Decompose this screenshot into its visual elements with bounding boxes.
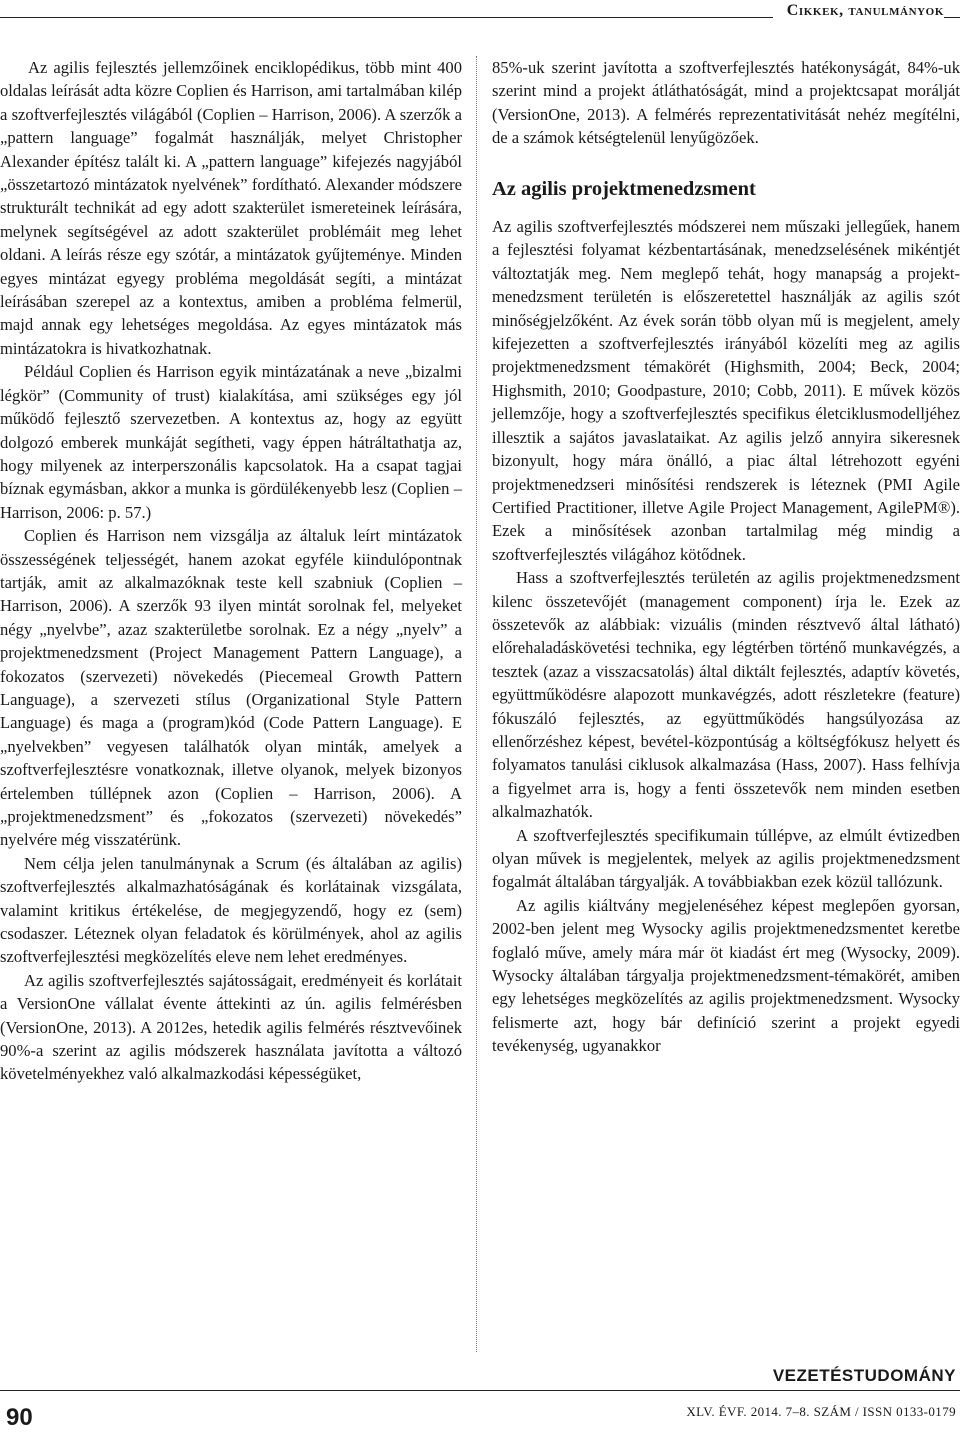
journal-name: VEZETÉSTUDOMÁNY — [772, 1366, 956, 1385]
right-paragraph-3: A szoftverfejlesztés specifikumain túllépve, az elmúlt évtizedben olyan művek is megjelentek, melyek az agilis projektmenedzsment fogalmát általában tárgyalják. A továbbiakban ezek közül tallózunk. — [492, 825, 960, 892]
left-paragraph-3: Coplien és Harrison nem vizsgálja az általuk leírt mintázatok összességének teljességét, hanem azokat egyféle kiindulópontnak tartják, amit az alkalmazóknak teste kell szabniuk (Coplien – Harrison, 2006). A szerzők 93 ilyen mintát sorolnak fel, melyeket négy „nyelvbe”, azaz szakterületbe sorolnak. Ez a négy „nyelv” a projektmenedzsment (Project Management Pattern Language), a fokozatos (szervezeti) növekedés (Piecemeal Growth Pattern Language), a szervezeti stílus (Organizational Style Pattern Language) és maga a (program)kód (Code Pattern Language). E „nyelvekben” vegyesen találhatók olyan minták, amelyek a szoftverfejlesztésre vonatkoznak, illetve olyanok, melyek bizonyos értelemben túllépnek azon (Coplien – Harrison, 2006). A „projektmenedzsment” és „fokozatos (szervezeti) növekedés” nyelvére még visszatérünk. — [0, 526, 462, 850]
left-paragraph-1: Az agilis fejlesztés jellemzőinek enciklopédikus, több mint 400 oldalas leírását adta közre Coplien és Harrison, ami tartalmában kilép a szoftverfejlesztés világából (Coplien – Harrison, 2006). A szerzők a „pattern language” fogalmát használják, melyet Christopher Alexander építész talált ki. A „pattern language” kifejezés nagyjából „összetartozó mintázatok nyelvének” fordítható. Alexander módszere strukturált technikát ad egy adott szakterület ismereteinek leírására, melynek segítségével az adott szakterület problémáit meg lehet oldani. A leírás része egy szótár, a mintázatok gyűjteménye. Minden egyes mintázat egyegy probléma megoldását segíti, a mintázat leírásában szerepel az a kontextus, amiben a probléma felmerül, majd annak egy lehetséges megoldása. Az egyes mintázatok más mintázatokra is hivatkozhatnak. — [0, 58, 462, 358]
right-paragraph-2: Hass a szoftverfejlesztés területén az agilis projektmenedzsment kilenc összetevőjét (management component) írja le. Ezek az összetevők az alábbiak: vizuális (minden résztvevő által látható) előrehaladáskövetési technika, egy légtérben történő munkavégzés, a tesztek (azaz a visszacsatolás) által diktált fejlesztés, adaptív követés, együttműködésre alapozott munkavégzés, adott részletekre (feature) fókuszáló fejlesztés, az együttműködés hangsúlyozása az ellenőrzéshez képest, bevétel-központúság a költségfókusz helyett és folyamatos tanulási ciklusok alkalmazása (Hass, 2007). Hass felhívja a figyelmet arra is, hogy a fenti összetevők nem minden esetben alkalmazhatók. — [492, 568, 960, 822]
journal-issue: XLV. ÉVF. 2014. 7–8. SZÁM / ISSN 0133-0179 — [686, 1404, 956, 1419]
left-paragraph-5: Az agilis szoftverfejlesztés sajátosságait, eredményeit és korlátait a VersionOne vállalat évente áttekinti az ún. agilis felmérésben (VersionOne, 2013). A 2012es, hetedik agilis felmérés résztvevőinek 90%-a szerint az agilis módszerek használata javította a változó követelményekhez való alkalmazkodási képességüket, — [0, 970, 462, 1084]
left-paragraph-4: Nem célja jelen tanulmánynak a Scrum (és általában az agilis) szoftverfejlesztés alkalmazhatóságának és korlátainak vizsgálata, valamint kritikus értékelése, de megjegyzendő, hogy ez (sem) csodaszer. Léteznek olyan feladatok és körülmények, ahol az agilis szoftverfejlesztési megközelítés eleve nem lehet eredményes. — [0, 853, 462, 967]
column-divider — [476, 56, 477, 1352]
left-paragraph-2: Például Coplien és Harrison egyik mintázatának a neve „bizalmi légkör” (Community of trust) kialakítása, ami szükséges egy jól működő fejlesztő szervezetben. A kontextus az, hogy az együtt dolgozó emberek munkáját segítheti, vagy éppen hátráltathatja az, hogy milyenek az interperszonális kapcsolatok. Ha a csapat tagjai bíznak egymásban, akkor a munka is gördülékenyebb lesz (Coplien – Harrison, 2006: p. 57.) — [0, 362, 462, 522]
page-number: 90 — [6, 1404, 33, 1431]
right-column — [492, 56, 960, 1058]
right-paragraph-4: Az agilis kiáltvány megjelenéséhez képest meglepően gyorsan, 2002-ben jelent meg Wysocky agilis projektmenedzsmentet keretbe foglaló műve, amely mára már öt kiadást ért meg (Wysocky, 2009). Wysocky általában tárgyalja projektmenedzsment-témakörét, amiben egy lehetséges megközelítés az agilis projektmenedzsment. Wysocky felismerte azt, hogy bár definíció szerint a projekt egyedi tevékenység, ugyanakkor — [492, 895, 960, 1056]
section-heading: Az agilis projektmenedzsment — [492, 177, 756, 200]
section-title: Cikkek, tanulmányok — [773, 2, 944, 20]
footer-rule — [0, 1390, 960, 1391]
left-column — [0, 56, 462, 1086]
right-intro-paragraph: 85%-uk szerint javította a szoftverfejlesztés hatékonyságát, 84%-uk szerint mind a projekt átláthatóságát, mind a projektcsapat morálját (VersionOne, 2013). A felmérés reprezentativitását nehéz megítélni, de a számok kétségtelenül lenyűgözőek. — [492, 58, 960, 148]
right-paragraph-1: Az agilis szoftverfejlesztés módszerei nem műszaki jellegűek, hanem a fejlesztési folyamat kézbentartásának, menedzselésének mikéntjét változtatják meg. Nem meglepő tehát, hogy manapság a projektmenedzsment területén is előszeretettel használják az agilis szót minőségjelzőként. Az évek során több olyan mű is megjelent, amely kifejezetten a szoftverfejlesztés irányából közelíti meg az agilis projektmenedzsment témakörét (Highsmith, 2004; Beck, 2004; Highsmith, 2010; Goodpasture, 2010; Cobb, 2011). E művek közös jellemzője, hogy a szoftverfejlesztés specifikus életciklusmodelljéhez illesztik a sajátos javaslataikat. Az agilis jelző annyira sikeresnek bizonyult, hogy mára önálló, a piac által létrehozott egyéni projektmenedzseri minősítési rendszerek is léteznek (PMI Agile Certified Practitioner, illetve Agile Project Management, AgilePM®). Ezek a minősítések azonban tartalmilag még mindig a szoftverfejlesztés világához kötődnek. — [492, 217, 960, 564]
